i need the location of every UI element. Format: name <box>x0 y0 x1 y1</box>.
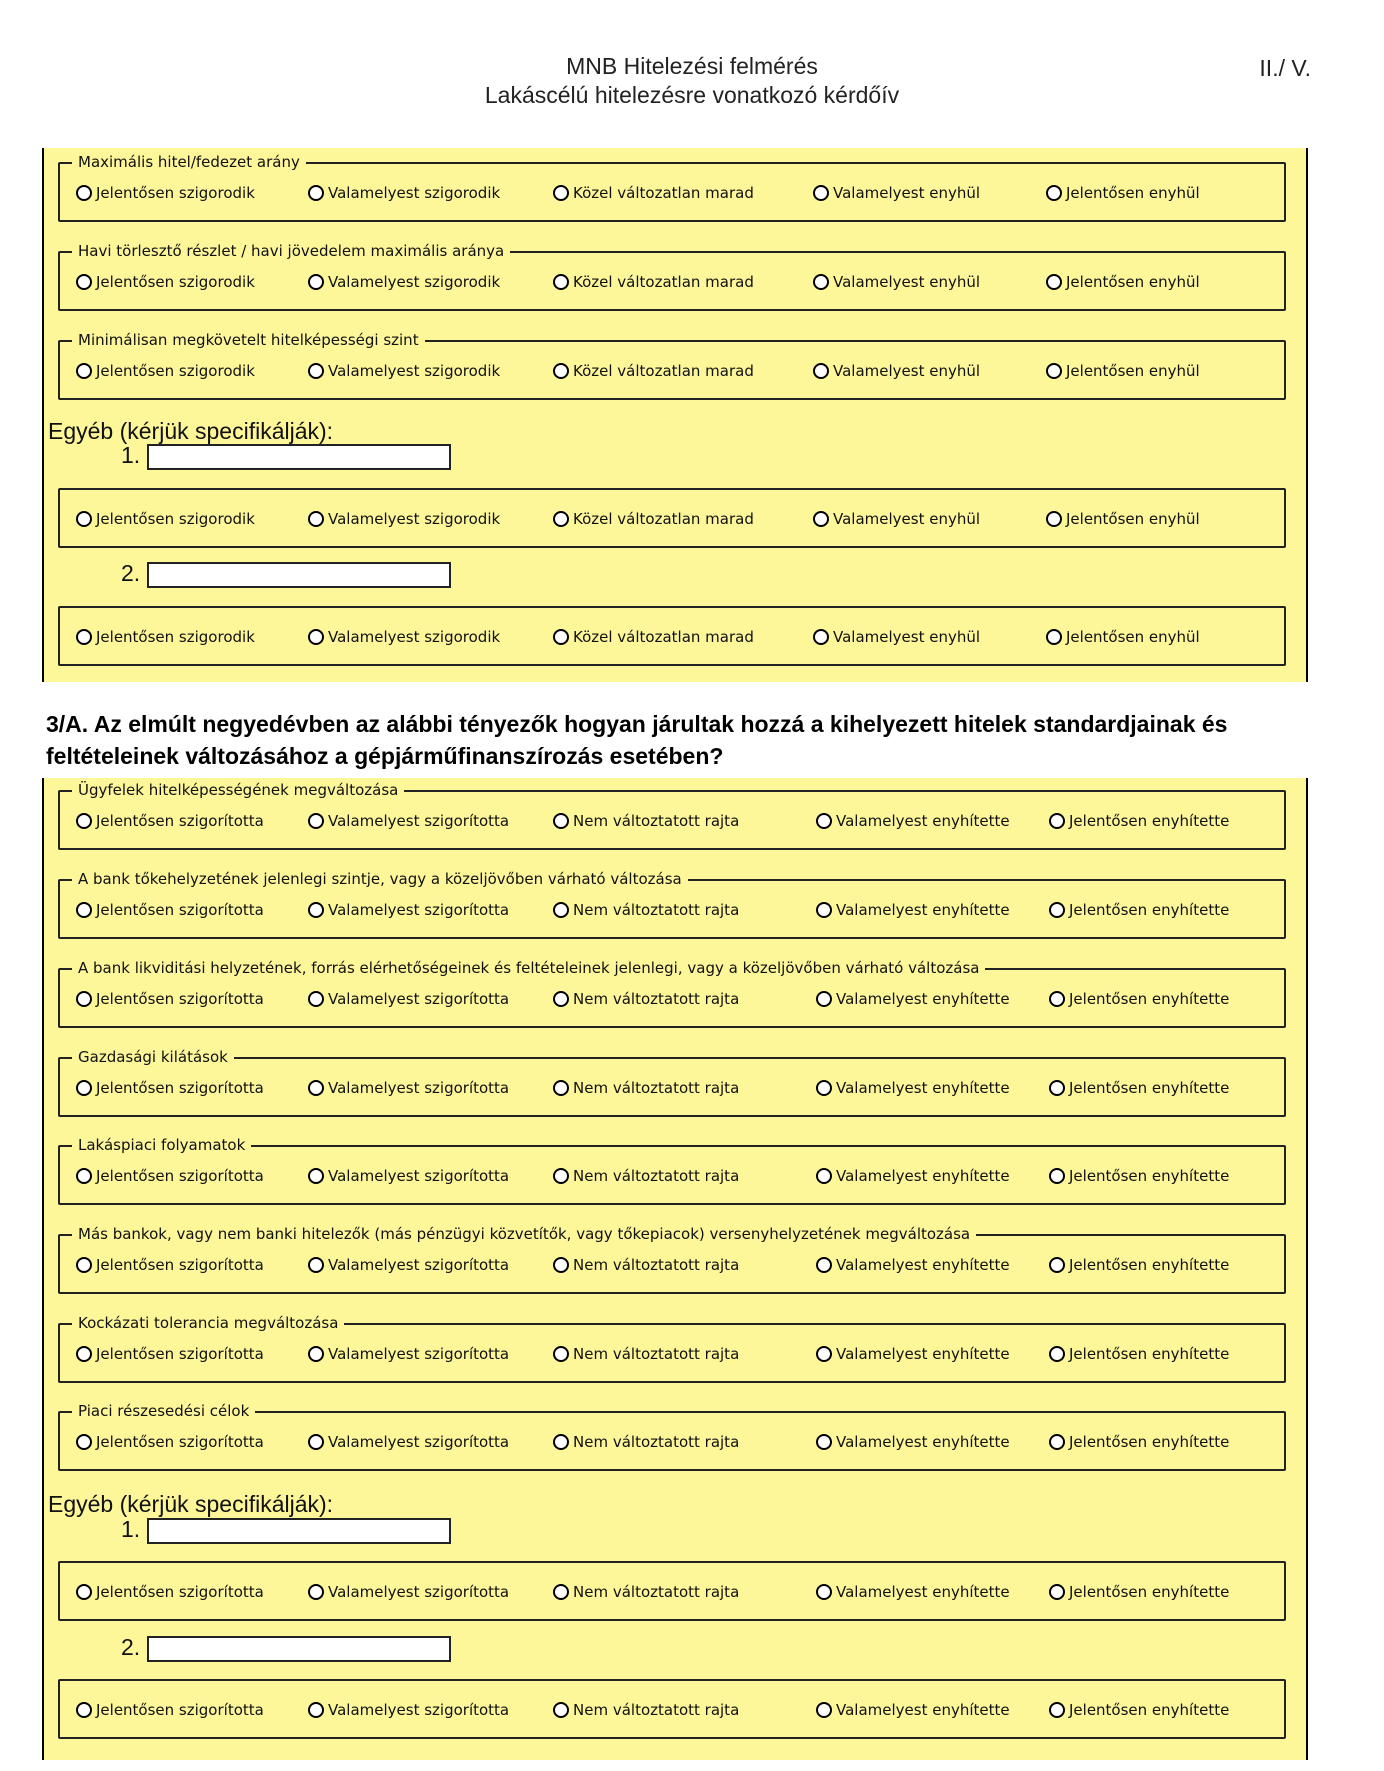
radio-label: Nem változtatott rajta <box>573 812 740 830</box>
radio-button[interactable] <box>553 1257 569 1273</box>
radio-button[interactable] <box>308 185 324 201</box>
radio-option[interactable] <box>308 510 500 528</box>
group-legend: Maximális hitel/fedezet arány <box>72 152 306 172</box>
radio-label: Jelentősen enyhítette <box>1069 1583 1230 1601</box>
radio-button[interactable] <box>308 1168 324 1184</box>
radio-option[interactable] <box>553 362 754 380</box>
radio-button[interactable] <box>816 1168 832 1184</box>
radio-button[interactable] <box>308 902 324 918</box>
radio-label: Nem változtatott rajta <box>573 1167 740 1185</box>
radio-button[interactable] <box>308 1434 324 1450</box>
radio-label: Jelentősen enyhítette <box>1069 901 1230 919</box>
radio-label: Jelentősen enyhítette <box>1069 990 1230 1008</box>
radio-label: Valamelyest enyhítette <box>836 1345 1010 1363</box>
radio-button[interactable] <box>816 1702 832 1718</box>
radio-label: Valamelyest enyhítette <box>836 1701 1010 1719</box>
group-legend: Ügyfelek hitelképességének megváltozása <box>72 780 404 800</box>
radio-label: Valamelyest szigorította <box>328 1079 510 1097</box>
group-legend: Kockázati tolerancia megváltozása <box>72 1313 344 1333</box>
radio-button[interactable] <box>1049 1584 1065 1600</box>
radio-option[interactable] <box>816 1701 1010 1719</box>
radio-label: Jelentősen enyhül <box>1066 362 1200 380</box>
radio-option[interactable] <box>308 812 509 830</box>
factor-rating-group <box>58 1402 1286 1471</box>
page-number: II./ V. <box>1259 55 1311 81</box>
radio-label: Valamelyest enyhül <box>833 628 981 646</box>
radio-button[interactable] <box>308 363 324 379</box>
radio-label: Valamelyest szigorította <box>328 990 510 1008</box>
radio-option[interactable] <box>813 628 980 646</box>
radio-button[interactable] <box>1049 1346 1065 1362</box>
radio-option[interactable] <box>76 812 264 830</box>
radio-label: Valamelyest szigorította <box>328 1167 510 1185</box>
radio-option[interactable] <box>76 184 255 202</box>
radio-button[interactable] <box>76 1584 92 1600</box>
radio-label: Valamelyest enyhül <box>833 362 981 380</box>
radio-option[interactable] <box>1046 510 1200 528</box>
radio-label: Valamelyest enyhítette <box>836 901 1010 919</box>
other-specify-input[interactable] <box>147 562 451 588</box>
radio-option[interactable] <box>816 1079 1010 1097</box>
page-title <box>0 52 1384 110</box>
radio-button[interactable] <box>553 1080 569 1096</box>
factor-rating-group <box>58 1136 1286 1205</box>
radio-option[interactable] <box>76 1701 264 1719</box>
radio-option[interactable] <box>553 273 754 291</box>
radio-button[interactable] <box>553 813 569 829</box>
radio-label: Valamelyest enyhítette <box>836 812 1010 830</box>
radio-button[interactable] <box>76 1434 92 1450</box>
radio-button[interactable] <box>308 1346 324 1362</box>
other-specify-input[interactable] <box>147 1636 451 1662</box>
other-item-number: 1. <box>121 1516 141 1542</box>
radio-button[interactable] <box>308 1257 324 1273</box>
radio-button[interactable] <box>1049 1702 1065 1718</box>
radio-button[interactable] <box>76 274 92 290</box>
radio-button[interactable] <box>1046 274 1062 290</box>
radio-option[interactable] <box>553 510 754 528</box>
radio-label: Jelentősen enyhítette <box>1069 1079 1230 1097</box>
radio-option[interactable] <box>76 628 255 646</box>
radio-button[interactable] <box>308 1080 324 1096</box>
radio-button[interactable] <box>553 185 569 201</box>
radio-label: Közel változatlan marad <box>573 510 754 528</box>
radio-button[interactable] <box>816 902 832 918</box>
section-3a-heading: 3/A. Az elmúlt negyedévben az alábbi tényezők hogyan járultak hozzá a kihelyezett hitelek standardjainak és feltételeinek változásához a gépjárműfinanszírozás esetében? <box>46 711 1228 769</box>
radio-label: Jelentősen szigorodik <box>96 184 255 202</box>
radio-option[interactable] <box>816 1345 1010 1363</box>
radio-option[interactable] <box>816 1583 1010 1601</box>
radio-button[interactable] <box>553 1702 569 1718</box>
radio-label: Valamelyest szigorította <box>328 1256 510 1274</box>
title-line-1: MNB Hitelezési felmérés <box>566 53 818 79</box>
radio-option[interactable] <box>553 184 754 202</box>
radio-label: Jelentősen enyhítette <box>1069 1167 1230 1185</box>
radio-label: Jelentősen enyhítette <box>1069 1256 1230 1274</box>
radio-label: Közel változatlan marad <box>573 273 754 291</box>
radio-option[interactable] <box>1049 812 1229 830</box>
radio-label: Közel változatlan marad <box>573 628 754 646</box>
group-legend: A bank tőkehelyzetének jelenlegi szintje, vagy a közeljövőben várható változása <box>72 869 688 889</box>
radio-option[interactable] <box>1049 1256 1229 1274</box>
radio-label: Jelentősen szigorította <box>96 1167 264 1185</box>
radio-option[interactable] <box>308 901 509 919</box>
radio-label: Jelentősen szigorította <box>96 1345 264 1363</box>
radio-label: Valamelyest enyhül <box>833 273 981 291</box>
radio-button[interactable] <box>816 1584 832 1600</box>
radio-option[interactable] <box>76 1433 264 1451</box>
radio-label: Jelentősen enyhül <box>1066 628 1200 646</box>
other-rating-group <box>58 1679 1286 1739</box>
radio-option[interactable] <box>553 1701 739 1719</box>
radio-label: Nem változtatott rajta <box>573 1256 740 1274</box>
radio-button[interactable] <box>308 813 324 829</box>
radio-label: Valamelyest szigorodik <box>328 184 501 202</box>
radio-option[interactable] <box>308 1583 509 1601</box>
radio-button[interactable] <box>813 185 829 201</box>
radio-button[interactable] <box>1046 363 1062 379</box>
radio-option[interactable] <box>76 1079 264 1097</box>
radio-button[interactable] <box>76 1080 92 1096</box>
radio-option[interactable] <box>1046 184 1200 202</box>
radio-label: Valamelyest enyhítette <box>836 1256 1010 1274</box>
title-line-2: Lakáscélú hitelezésre vonatkozó kérdőív <box>484 82 900 108</box>
radio-option[interactable] <box>813 273 980 291</box>
radio-button[interactable] <box>816 1080 832 1096</box>
radio-option[interactable] <box>553 901 739 919</box>
radio-label: Valamelyest szigorította <box>328 1345 510 1363</box>
radio-option[interactable] <box>76 510 255 528</box>
radio-button[interactable] <box>308 1584 324 1600</box>
radio-option[interactable] <box>553 1345 739 1363</box>
factor-rating-group <box>58 1225 1286 1294</box>
radio-button[interactable] <box>813 629 829 645</box>
radio-option[interactable] <box>308 990 509 1008</box>
radio-button[interactable] <box>816 1434 832 1450</box>
rating-group <box>58 242 1286 311</box>
radio-label: Jelentősen enyhítette <box>1069 1701 1230 1719</box>
radio-option[interactable] <box>553 1167 739 1185</box>
radio-label: Valamelyest szigorodik <box>328 628 501 646</box>
radio-option[interactable] <box>813 362 980 380</box>
radio-button[interactable] <box>813 363 829 379</box>
other-specify-label: Egyéb (kérjük specifikálják): <box>48 418 334 444</box>
radio-label: Jelentősen szigorította <box>96 1079 264 1097</box>
radio-label: Valamelyest szigorodik <box>328 273 501 291</box>
group-legend: Piaci részesedési célok <box>72 1401 255 1421</box>
radio-label: Jelentősen szigorította <box>96 1701 264 1719</box>
radio-button[interactable] <box>1049 1080 1065 1096</box>
radio-button[interactable] <box>76 991 92 1007</box>
other-specify-label: Egyéb (kérjük specifikálják): <box>48 1491 334 1517</box>
radio-option[interactable] <box>816 1433 1010 1451</box>
radio-label: Közel változatlan marad <box>573 362 754 380</box>
radio-option[interactable] <box>553 628 754 646</box>
radio-option[interactable] <box>553 1433 739 1451</box>
radio-label: Jelentősen szigorította <box>96 1433 264 1451</box>
radio-button[interactable] <box>816 813 832 829</box>
radio-label: Jelentősen szigorodik <box>96 510 255 528</box>
radio-button[interactable] <box>76 629 92 645</box>
radio-label: Nem változtatott rajta <box>573 1701 740 1719</box>
radio-option[interactable] <box>1049 990 1229 1008</box>
radio-label: Jelentősen enyhül <box>1066 184 1200 202</box>
group-legend: Lakáspiaci folyamatok <box>72 1135 251 1155</box>
radio-option[interactable] <box>1049 1345 1229 1363</box>
factor-rating-group <box>58 1048 1286 1117</box>
radio-option[interactable] <box>308 184 500 202</box>
radio-button[interactable] <box>1049 902 1065 918</box>
radio-option[interactable] <box>76 1345 264 1363</box>
radio-label: Jelentősen szigorította <box>96 812 264 830</box>
radio-option[interactable] <box>1049 1433 1229 1451</box>
group-legend: Minimálisan megkövetelt hitelképességi szint <box>72 330 425 350</box>
radio-button[interactable] <box>76 511 92 527</box>
radio-option[interactable] <box>76 990 264 1008</box>
radio-option[interactable] <box>308 1167 509 1185</box>
group-legend: Gazdasági kilátások <box>72 1047 234 1067</box>
radio-label: Közel változatlan marad <box>573 184 754 202</box>
radio-option[interactable] <box>308 1079 509 1097</box>
radio-option[interactable] <box>76 1583 264 1601</box>
radio-option[interactable] <box>308 1256 509 1274</box>
radio-label: Valamelyest szigorodik <box>328 362 501 380</box>
radio-label: Jelentősen szigorodik <box>96 273 255 291</box>
rating-group <box>58 331 1286 400</box>
radio-option[interactable] <box>1046 273 1200 291</box>
radio-button[interactable] <box>816 991 832 1007</box>
other-item-number: 2. <box>121 1634 141 1660</box>
radio-option[interactable] <box>76 362 255 380</box>
other-rating-group <box>58 1561 1286 1621</box>
group-legend: Havi törlesztő részlet / havi jövedelem maximális aránya <box>72 241 510 261</box>
radio-button[interactable] <box>553 1584 569 1600</box>
radio-label: Valamelyest enyhítette <box>836 1167 1010 1185</box>
radio-button[interactable] <box>76 185 92 201</box>
radio-option[interactable] <box>816 1256 1010 1274</box>
radio-label: Nem változtatott rajta <box>573 1583 740 1601</box>
radio-option[interactable] <box>1049 1079 1229 1097</box>
radio-button[interactable] <box>553 363 569 379</box>
radio-button[interactable] <box>1046 629 1062 645</box>
radio-label: Jelentősen szigorította <box>96 901 264 919</box>
other-specify-input[interactable] <box>147 1518 451 1544</box>
radio-button[interactable] <box>76 902 92 918</box>
radio-label: Valamelyest szigorodik <box>328 510 501 528</box>
radio-label: Jelentősen szigorította <box>96 1583 264 1601</box>
radio-label: Jelentősen szigorította <box>96 990 264 1008</box>
radio-label: Nem változtatott rajta <box>573 1079 740 1097</box>
radio-button[interactable] <box>76 1702 92 1718</box>
other-rating-group <box>58 606 1286 666</box>
other-specify-input[interactable] <box>147 444 451 470</box>
other-item-number: 2. <box>121 560 141 586</box>
radio-button[interactable] <box>553 1434 569 1450</box>
radio-button[interactable] <box>308 1702 324 1718</box>
radio-option[interactable] <box>76 1256 264 1274</box>
radio-label: Valamelyest szigorította <box>328 1583 510 1601</box>
radio-label: Valamelyest enyhítette <box>836 1433 1010 1451</box>
factor-rating-group <box>58 781 1286 850</box>
radio-button[interactable] <box>1046 185 1062 201</box>
radio-label: Jelentősen enyhül <box>1066 510 1200 528</box>
radio-option[interactable] <box>1049 1701 1229 1719</box>
radio-option[interactable] <box>76 901 264 919</box>
radio-option[interactable] <box>308 1345 509 1363</box>
rating-group <box>58 153 1286 222</box>
radio-button[interactable] <box>1046 511 1062 527</box>
radio-button[interactable] <box>553 511 569 527</box>
radio-button[interactable] <box>1049 1434 1065 1450</box>
radio-option[interactable] <box>308 1701 509 1719</box>
radio-option[interactable] <box>816 812 1010 830</box>
radio-option[interactable] <box>813 510 980 528</box>
radio-label: Valamelyest enyhítette <box>836 1079 1010 1097</box>
radio-label: Valamelyest enyhül <box>833 510 981 528</box>
radio-label: Jelentősen szigorodik <box>96 362 255 380</box>
radio-button[interactable] <box>308 274 324 290</box>
radio-button[interactable] <box>308 629 324 645</box>
radio-button[interactable] <box>553 991 569 1007</box>
other-rating-group <box>58 488 1286 548</box>
radio-label: Nem változtatott rajta <box>573 901 740 919</box>
factor-rating-group <box>58 1314 1286 1383</box>
group-legend: A bank likviditási helyzetének, forrás elérhetőségeinek és feltételeinek jelenlegi, vagy a közeljövőben várható változása <box>72 958 985 978</box>
radio-label: Jelentősen enyhítette <box>1069 1433 1230 1451</box>
radio-button[interactable] <box>76 1168 92 1184</box>
radio-button[interactable] <box>76 1257 92 1273</box>
radio-label: Valamelyest szigorította <box>328 901 510 919</box>
radio-option[interactable] <box>816 1167 1010 1185</box>
radio-label: Valamelyest szigorította <box>328 1433 510 1451</box>
radio-option[interactable] <box>553 1079 739 1097</box>
other-item-number: 1. <box>121 442 141 468</box>
radio-label: Valamelyest enyhül <box>833 184 981 202</box>
radio-option[interactable] <box>1046 362 1200 380</box>
radio-button[interactable] <box>553 1346 569 1362</box>
radio-option[interactable] <box>308 1433 509 1451</box>
radio-label: Nem változtatott rajta <box>573 990 740 1008</box>
radio-button[interactable] <box>76 1346 92 1362</box>
radio-label: Jelentősen szigorodik <box>96 628 255 646</box>
radio-option[interactable] <box>553 1256 739 1274</box>
radio-label: Jelentősen enyhítette <box>1069 1345 1230 1363</box>
group-legend: Más bankok, vagy nem banki hitelezők (más pénzügyi közvetítők, vagy tőkepiacok) versenyhelyzetének megváltozása <box>72 1224 976 1244</box>
radio-option[interactable] <box>308 628 500 646</box>
radio-option[interactable] <box>553 990 739 1008</box>
radio-label: Jelentősen szigorította <box>96 1256 264 1274</box>
radio-option[interactable] <box>1049 1167 1229 1185</box>
radio-button[interactable] <box>816 1257 832 1273</box>
radio-button[interactable] <box>76 813 92 829</box>
radio-button[interactable] <box>1049 991 1065 1007</box>
radio-option[interactable] <box>813 184 980 202</box>
radio-option[interactable] <box>1049 1583 1229 1601</box>
radio-button[interactable] <box>76 363 92 379</box>
radio-label: Valamelyest enyhítette <box>836 1583 1010 1601</box>
radio-option[interactable] <box>816 901 1010 919</box>
radio-option[interactable] <box>1049 901 1229 919</box>
section-top-panel <box>42 148 1308 682</box>
factor-rating-group <box>58 870 1286 939</box>
radio-label: Valamelyest szigorította <box>328 1701 510 1719</box>
radio-label: Valamelyest szigorította <box>328 812 510 830</box>
radio-option[interactable] <box>816 990 1010 1008</box>
radio-button[interactable] <box>1049 1257 1065 1273</box>
radio-label: Valamelyest enyhítette <box>836 990 1010 1008</box>
radio-label: Nem változtatott rajta <box>573 1345 740 1363</box>
radio-option[interactable] <box>553 812 739 830</box>
radio-label: Jelentősen enyhül <box>1066 273 1200 291</box>
radio-button[interactable] <box>553 902 569 918</box>
radio-button[interactable] <box>553 629 569 645</box>
radio-option[interactable] <box>553 1583 739 1601</box>
radio-label: Nem változtatott rajta <box>573 1433 740 1451</box>
radio-option[interactable] <box>1046 628 1200 646</box>
radio-button[interactable] <box>553 274 569 290</box>
radio-button[interactable] <box>813 274 829 290</box>
radio-option[interactable] <box>308 362 500 380</box>
radio-button[interactable] <box>553 1168 569 1184</box>
radio-option[interactable] <box>76 273 255 291</box>
radio-label: Jelentősen enyhítette <box>1069 812 1230 830</box>
radio-button[interactable] <box>1049 813 1065 829</box>
radio-button[interactable] <box>308 511 324 527</box>
radio-button[interactable] <box>816 1346 832 1362</box>
radio-button[interactable] <box>308 991 324 1007</box>
radio-option[interactable] <box>76 1167 264 1185</box>
radio-button[interactable] <box>1049 1168 1065 1184</box>
radio-button[interactable] <box>813 511 829 527</box>
factor-rating-group <box>58 959 1286 1028</box>
radio-option[interactable] <box>308 273 500 291</box>
